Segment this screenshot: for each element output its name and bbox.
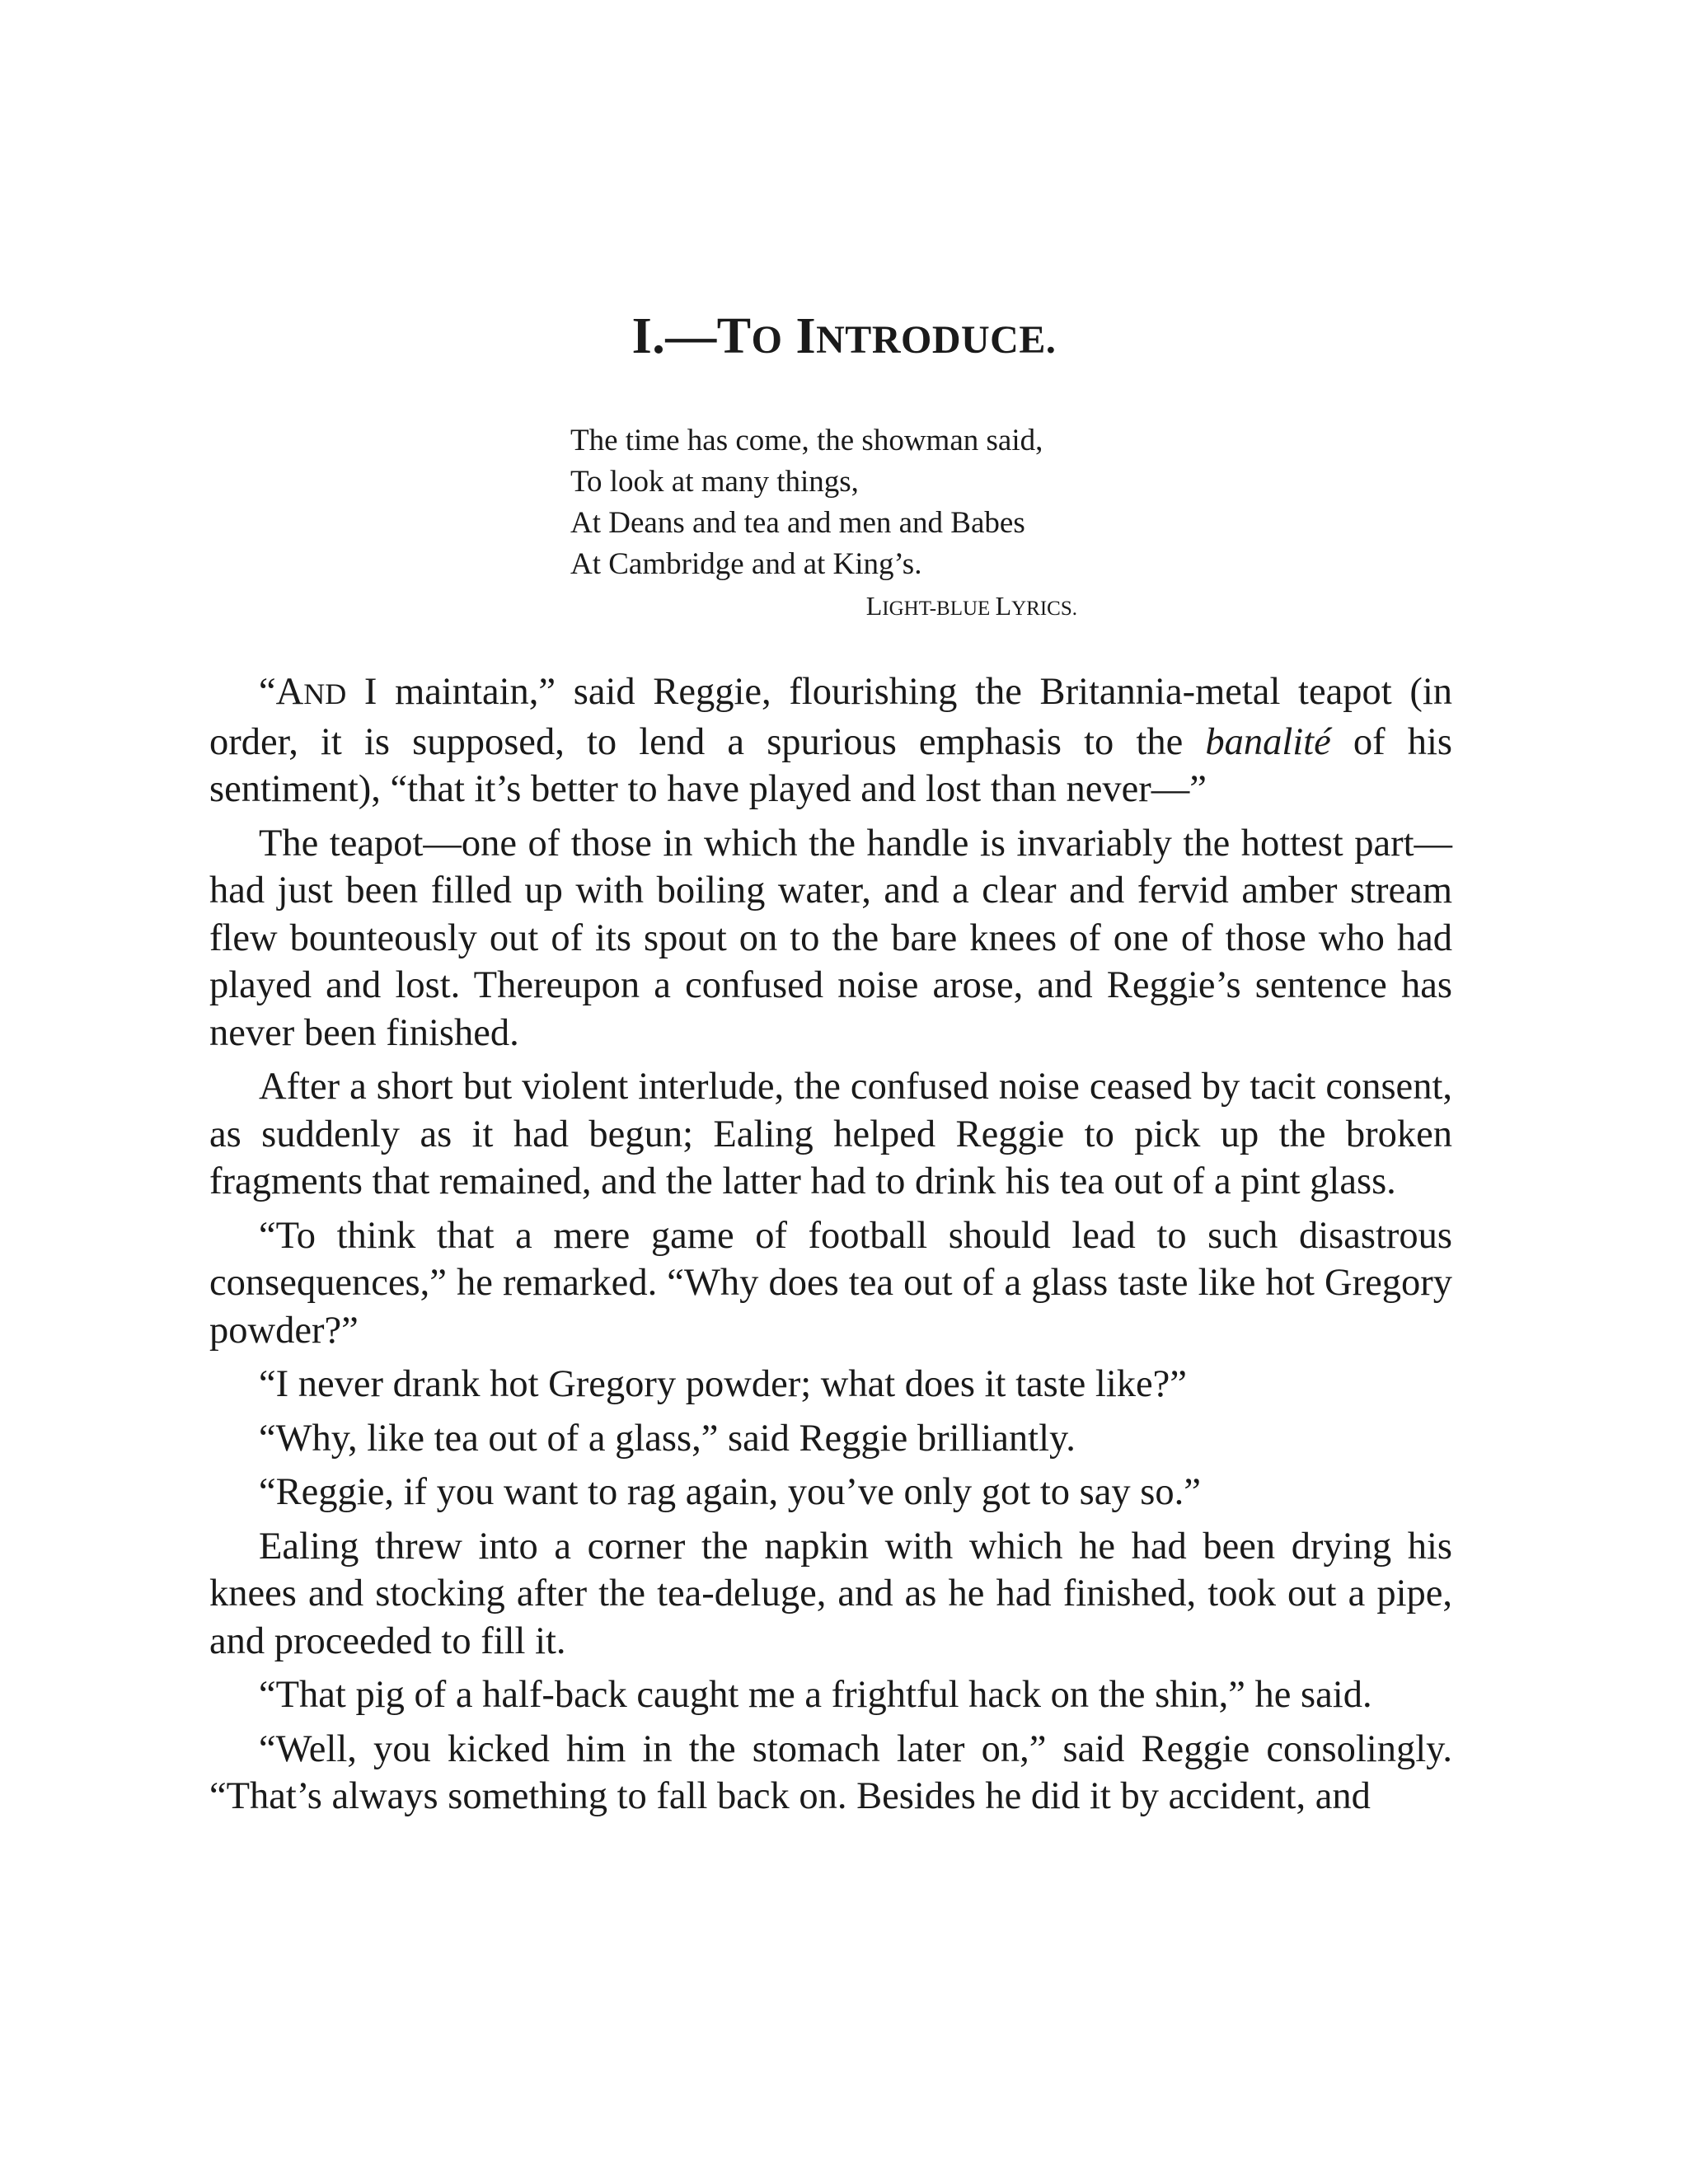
epigraph-line: At Cambridge and at King’s. <box>570 547 922 581</box>
chapter-title <box>0 307 1688 370</box>
epigraph <box>570 420 1077 630</box>
attribution-smallcaps: IGHT-BLUE <box>882 598 996 620</box>
paragraph: “Reggie, if you want to rag again, you’ve only got to say so.” <box>259 1471 1201 1513</box>
attribution-cap: L <box>995 591 1012 621</box>
paragraph <box>209 668 1452 813</box>
attribution-cap: L <box>865 591 883 621</box>
paragraph: Ealing threw into a corner the napkin with which he had been drying his knees and stocking after the tea-deluge, and as he had finished, took out a pipe, and proceeded to fill it. <box>209 1525 1452 1662</box>
title-second-rest: NTRODUCE. <box>816 318 1057 362</box>
paragraph: “Why, like tea out of a glass,” said Reggie brilliantly. <box>259 1417 1076 1460</box>
body-text <box>209 668 1452 1827</box>
title-first-rest: O <box>751 318 783 362</box>
italic-word: banalité <box>1205 720 1331 763</box>
epigraph-line: At Deans and tea and men and Babes <box>570 506 1025 540</box>
paragraph: “To think that a mere game of football should lead to such disastrous consequences,” he remarked. “Why does tea out of a glass taste like hot Gregory powder?” <box>209 1214 1452 1352</box>
attribution-smallcaps: YRICS. <box>1011 598 1077 620</box>
opening-cap: “A <box>259 671 304 713</box>
paragraph: “I never drank hot Gregory powder; what does it taste like?” <box>259 1363 1187 1405</box>
title-first-cap: T <box>716 308 752 364</box>
paragraph-text: of his sentiment), “that it’s better to have played and lost than never—” <box>209 720 1453 810</box>
epigraph-attribution <box>570 585 1077 630</box>
paragraph: After a short but violent interlude, the confused noise ceased by tacit consent, as suddenly as it had begun; Ealing helped Reggie to pick up the broken fragments that remained, and the latter had to drink his tea out of a pint glass. <box>209 1066 1452 1202</box>
paragraph-text: I maintain,” said Reggie, flourishing the Britannia-metal teapot (in order, it is supposed, to lend a spurious emphasis to the <box>209 671 1452 763</box>
title-second-cap: I <box>795 308 817 364</box>
paragraph: The teapot—one of those in which the handle is invariably the hottest part—had just been filled up with boiling water, and a clear and fervid amber stream flew bounteously out of its spout on to the bare knees of one of those who had played and lost. Thereupon a confused noise arose, and Reggie’s sentence has never been finished. <box>209 822 1452 1054</box>
epigraph-line: To look at many things, <box>570 465 859 499</box>
paragraph: “Well, you kicked him in the stomach later on,” said Reggie consolingly. “That’s always something to fall back on. Besides he did it by accident, and <box>209 1727 1452 1817</box>
opening-smallcaps: ND <box>303 677 347 710</box>
epigraph-line: The time has come, the showman said, <box>570 424 1043 457</box>
chapter-numeral: I.— <box>631 308 717 364</box>
paragraph: “That pig of a half-back caught me a frightful hack on the shin,” he said. <box>259 1674 1372 1716</box>
